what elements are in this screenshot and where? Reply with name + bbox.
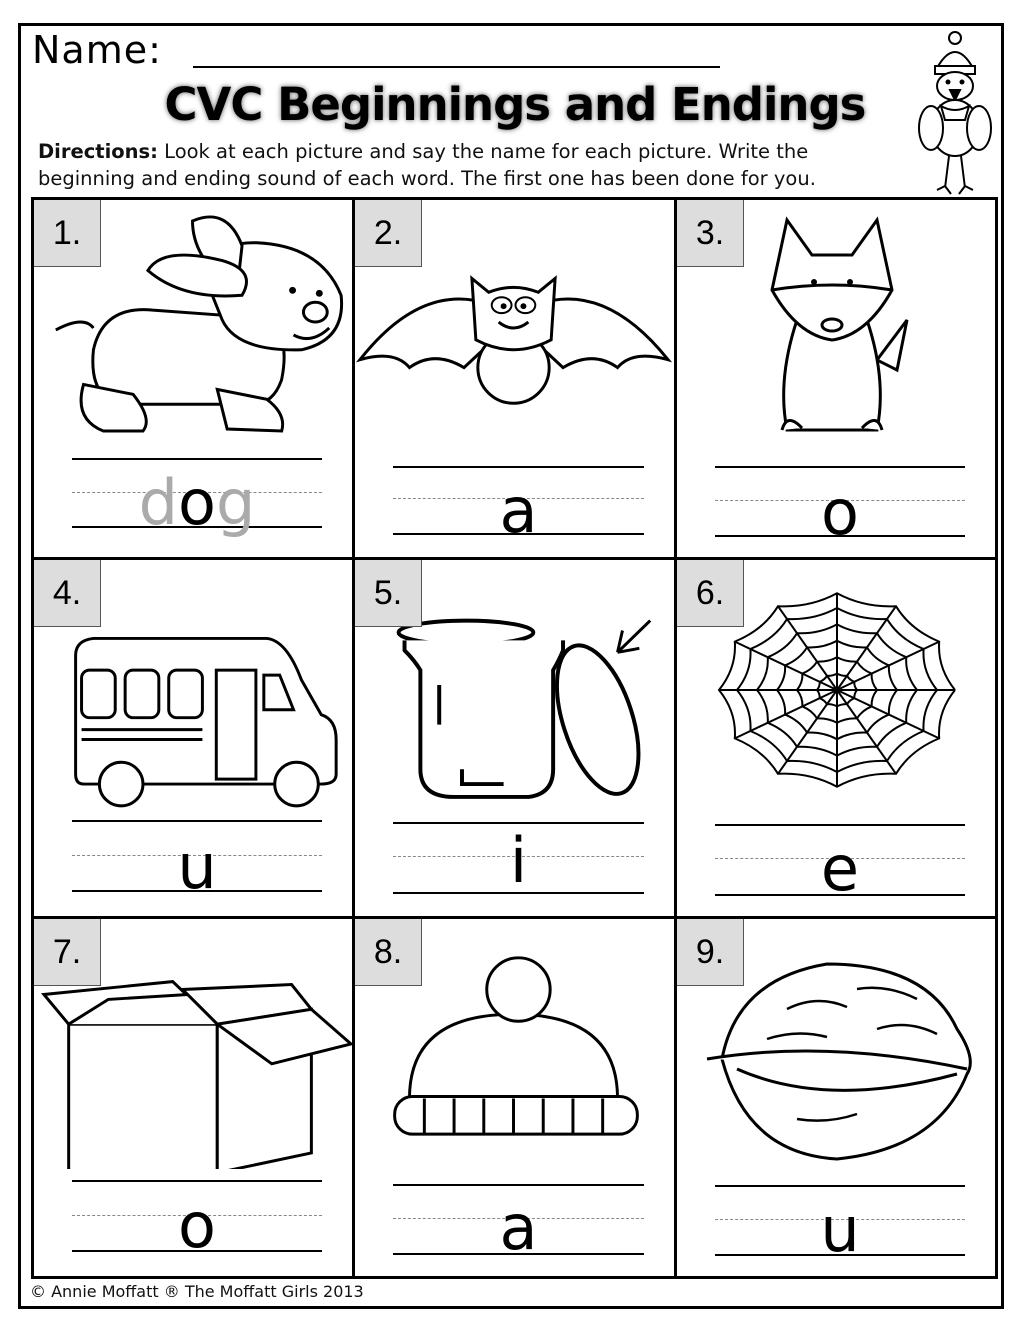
answer-word[interactable] <box>393 474 644 547</box>
answer-word[interactable] <box>72 1189 322 1262</box>
copyright-footer: © Annie Moffatt ® The Moffatt Girls 2013 <box>30 1282 364 1301</box>
answer-word[interactable] <box>715 476 965 549</box>
vowel-letter: o <box>178 1189 216 1262</box>
item-number: 9. <box>677 919 744 986</box>
item-number: 1. <box>34 200 101 267</box>
beginning-letter: d <box>138 466 179 539</box>
vowel-letter: o <box>178 466 216 539</box>
top-line <box>393 466 644 468</box>
item-card <box>34 919 355 1276</box>
item-card <box>677 919 995 1276</box>
top-line <box>393 1184 644 1186</box>
top-line <box>715 466 965 468</box>
directions <box>38 138 883 192</box>
picture-grid <box>31 197 998 1279</box>
directions-text: Look at each picture and say the name for each picture. Write the beginning and ending sound of each word. The first one has been done for you. <box>38 140 816 190</box>
item-card <box>677 560 995 919</box>
item-card <box>355 200 677 560</box>
item-card <box>677 200 995 560</box>
bird-icon <box>915 28 995 198</box>
top-line <box>72 458 322 460</box>
answer-word[interactable] <box>715 832 965 905</box>
item-card <box>355 919 677 1276</box>
item-number: 7. <box>34 919 101 986</box>
item-number: 8. <box>355 919 422 986</box>
answer-word[interactable] <box>72 830 322 903</box>
item-number: 2. <box>355 200 422 267</box>
top-line <box>72 1180 322 1182</box>
item-number: 6. <box>677 560 744 627</box>
vowel-letter: a <box>499 474 538 547</box>
directions-label: Directions: <box>38 140 158 163</box>
item-card <box>34 560 355 919</box>
item-number: 4. <box>34 560 101 627</box>
item-number: 5. <box>355 560 422 627</box>
top-line <box>715 1185 965 1187</box>
vowel-letter: u <box>177 830 217 903</box>
name-line[interactable] <box>193 66 720 68</box>
vowel-letter: e <box>820 832 860 905</box>
page-title: CVC Beginnings and Endings <box>164 78 866 131</box>
top-line <box>715 824 965 826</box>
name-label: Name: <box>32 28 162 72</box>
item-card <box>34 200 355 560</box>
top-line <box>72 820 322 822</box>
vowel-letter: a <box>499 1191 538 1264</box>
answer-word[interactable] <box>393 824 644 897</box>
vowel-letter: i <box>509 824 528 897</box>
answer-word[interactable] <box>715 1193 965 1266</box>
answer-word[interactable] <box>72 466 322 539</box>
item-number: 3. <box>677 200 744 267</box>
vowel-letter: o <box>821 476 859 549</box>
vowel-letter: u <box>820 1193 860 1266</box>
item-card <box>355 560 677 919</box>
answer-word[interactable] <box>393 1191 644 1264</box>
ending-letter: g <box>215 466 256 539</box>
